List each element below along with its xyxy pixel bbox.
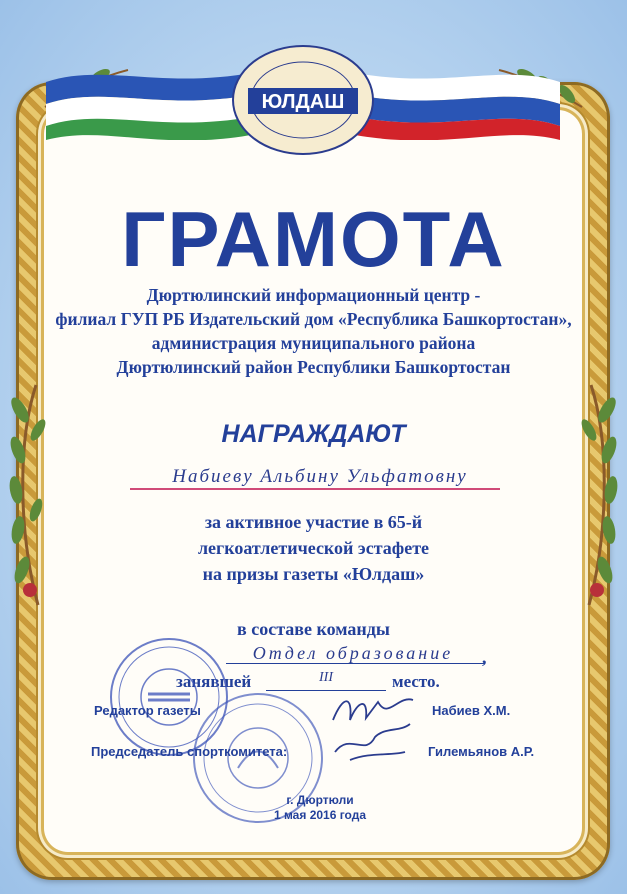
issuer-line: Дюртюлинский информационный центр - [146,285,481,305]
emblem-text: ЮЛДАШ [261,91,345,113]
yuldash-emblem-icon [228,42,378,158]
team-comma: , [482,647,487,667]
issuer-line: Дюртюлинский район Республики Башкортостан [116,357,511,377]
reason-block [0,509,627,587]
date: 1 мая 2016 года [273,808,367,822]
chair-signature-icon [330,722,420,768]
team-value: Отдел образование [252,643,454,663]
team-label: в составе команды [237,619,390,639]
reason-line: легкоатлетической эстафете [197,538,430,558]
place-value: III [319,670,333,685]
reason-line: за активное участие в 65-й [204,512,423,532]
city: г. Дюртюли [286,793,354,807]
awarding-heading: НАГРАЖДАЮТ [221,420,406,448]
certificate-title: ГРАМОТА [121,195,506,283]
editor-label: Редактор газеты [94,703,201,718]
team-underline [226,663,484,664]
recipient-name: Набиеву Альбину Ульфатовну [172,466,468,487]
chair-name: Гилемьянов А.Р. [428,744,535,759]
recipient-underline [130,488,500,490]
issuer-line: администрация муниципального района [151,333,476,353]
issuer-block [40,283,587,379]
place-prefix: занявшей [176,672,252,691]
issuer-line: филиал ГУП РБ Издательский дом «Республика Башкортостан», [55,309,572,329]
footer [240,793,400,823]
chair-label: Председатель спорткомитета: [91,744,288,759]
place-suffix: место. [392,672,440,691]
reason-line: на призы газеты «Юлдаш» [202,564,425,584]
editor-name: Набиев Х.М. [432,703,511,718]
